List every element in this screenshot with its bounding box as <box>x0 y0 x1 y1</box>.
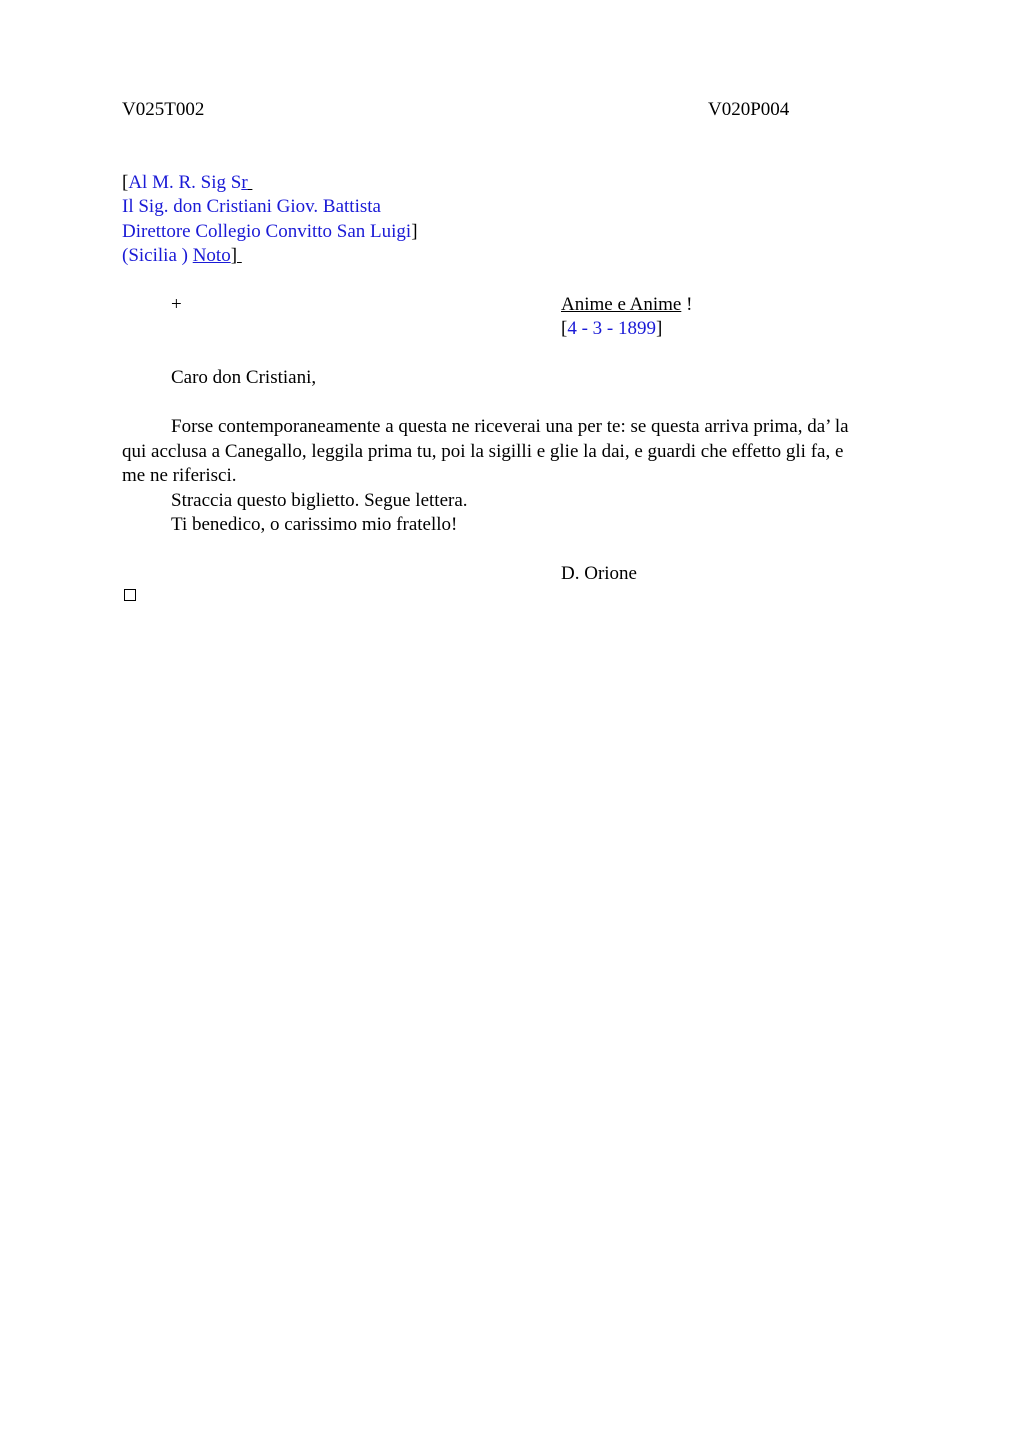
date-text: 4 - 3 - 1899 <box>567 318 656 339</box>
address-line-4 <box>122 244 242 268</box>
address-line-3 <box>122 220 418 244</box>
document-code-left: V025T002 <box>122 99 205 120</box>
address-line-1 <box>122 171 252 195</box>
salutation: Caro don Cristiani, <box>171 367 317 388</box>
document-code-right: V020P004 <box>708 99 790 120</box>
cross-mark: + <box>171 294 182 315</box>
body-paragraph-2: Straccia questo biglietto. Segue lettera. <box>171 490 468 511</box>
signature: D. Orione <box>561 563 637 584</box>
date-bracket-close: ] <box>655 318 663 339</box>
body-paragraph-1: Forse contemporaneamente a questa ne riceverai una per te: se questa arriva prima, da’ la qui acclusa a Canegallo, leggila prima tu, poi la sigilli e glie la dai, e guardi che effetto gli fa, e me ne riferisci. <box>122 416 849 486</box>
motto-text: Anime e Anime <box>561 294 682 315</box>
checkbox-square-icon <box>124 589 136 601</box>
address-city: Noto <box>192 245 231 266</box>
date-bracket-open: [ <box>561 318 568 339</box>
address-bracket-close: ] <box>411 221 418 242</box>
address-region: (Sicilia ) <box>122 245 193 266</box>
body-paragraph-3: Ti benedico, o carissimo mio fratello! <box>171 514 458 535</box>
motto <box>561 293 692 317</box>
address-city-bracket-close: ] <box>230 245 238 266</box>
address-institution: Direttore Collegio Convitto San Luigi <box>122 221 412 242</box>
address-recipient-title-tail: r <box>241 172 248 193</box>
address-bracket-open: [ <box>122 172 129 193</box>
motto-punctuation: ! <box>681 294 693 315</box>
address-recipient-title: Al M. R. Sig S <box>128 172 242 193</box>
address-line-2: Il Sig. don Cristiani Giov. Battista <box>122 196 381 217</box>
letter-date <box>561 317 662 341</box>
